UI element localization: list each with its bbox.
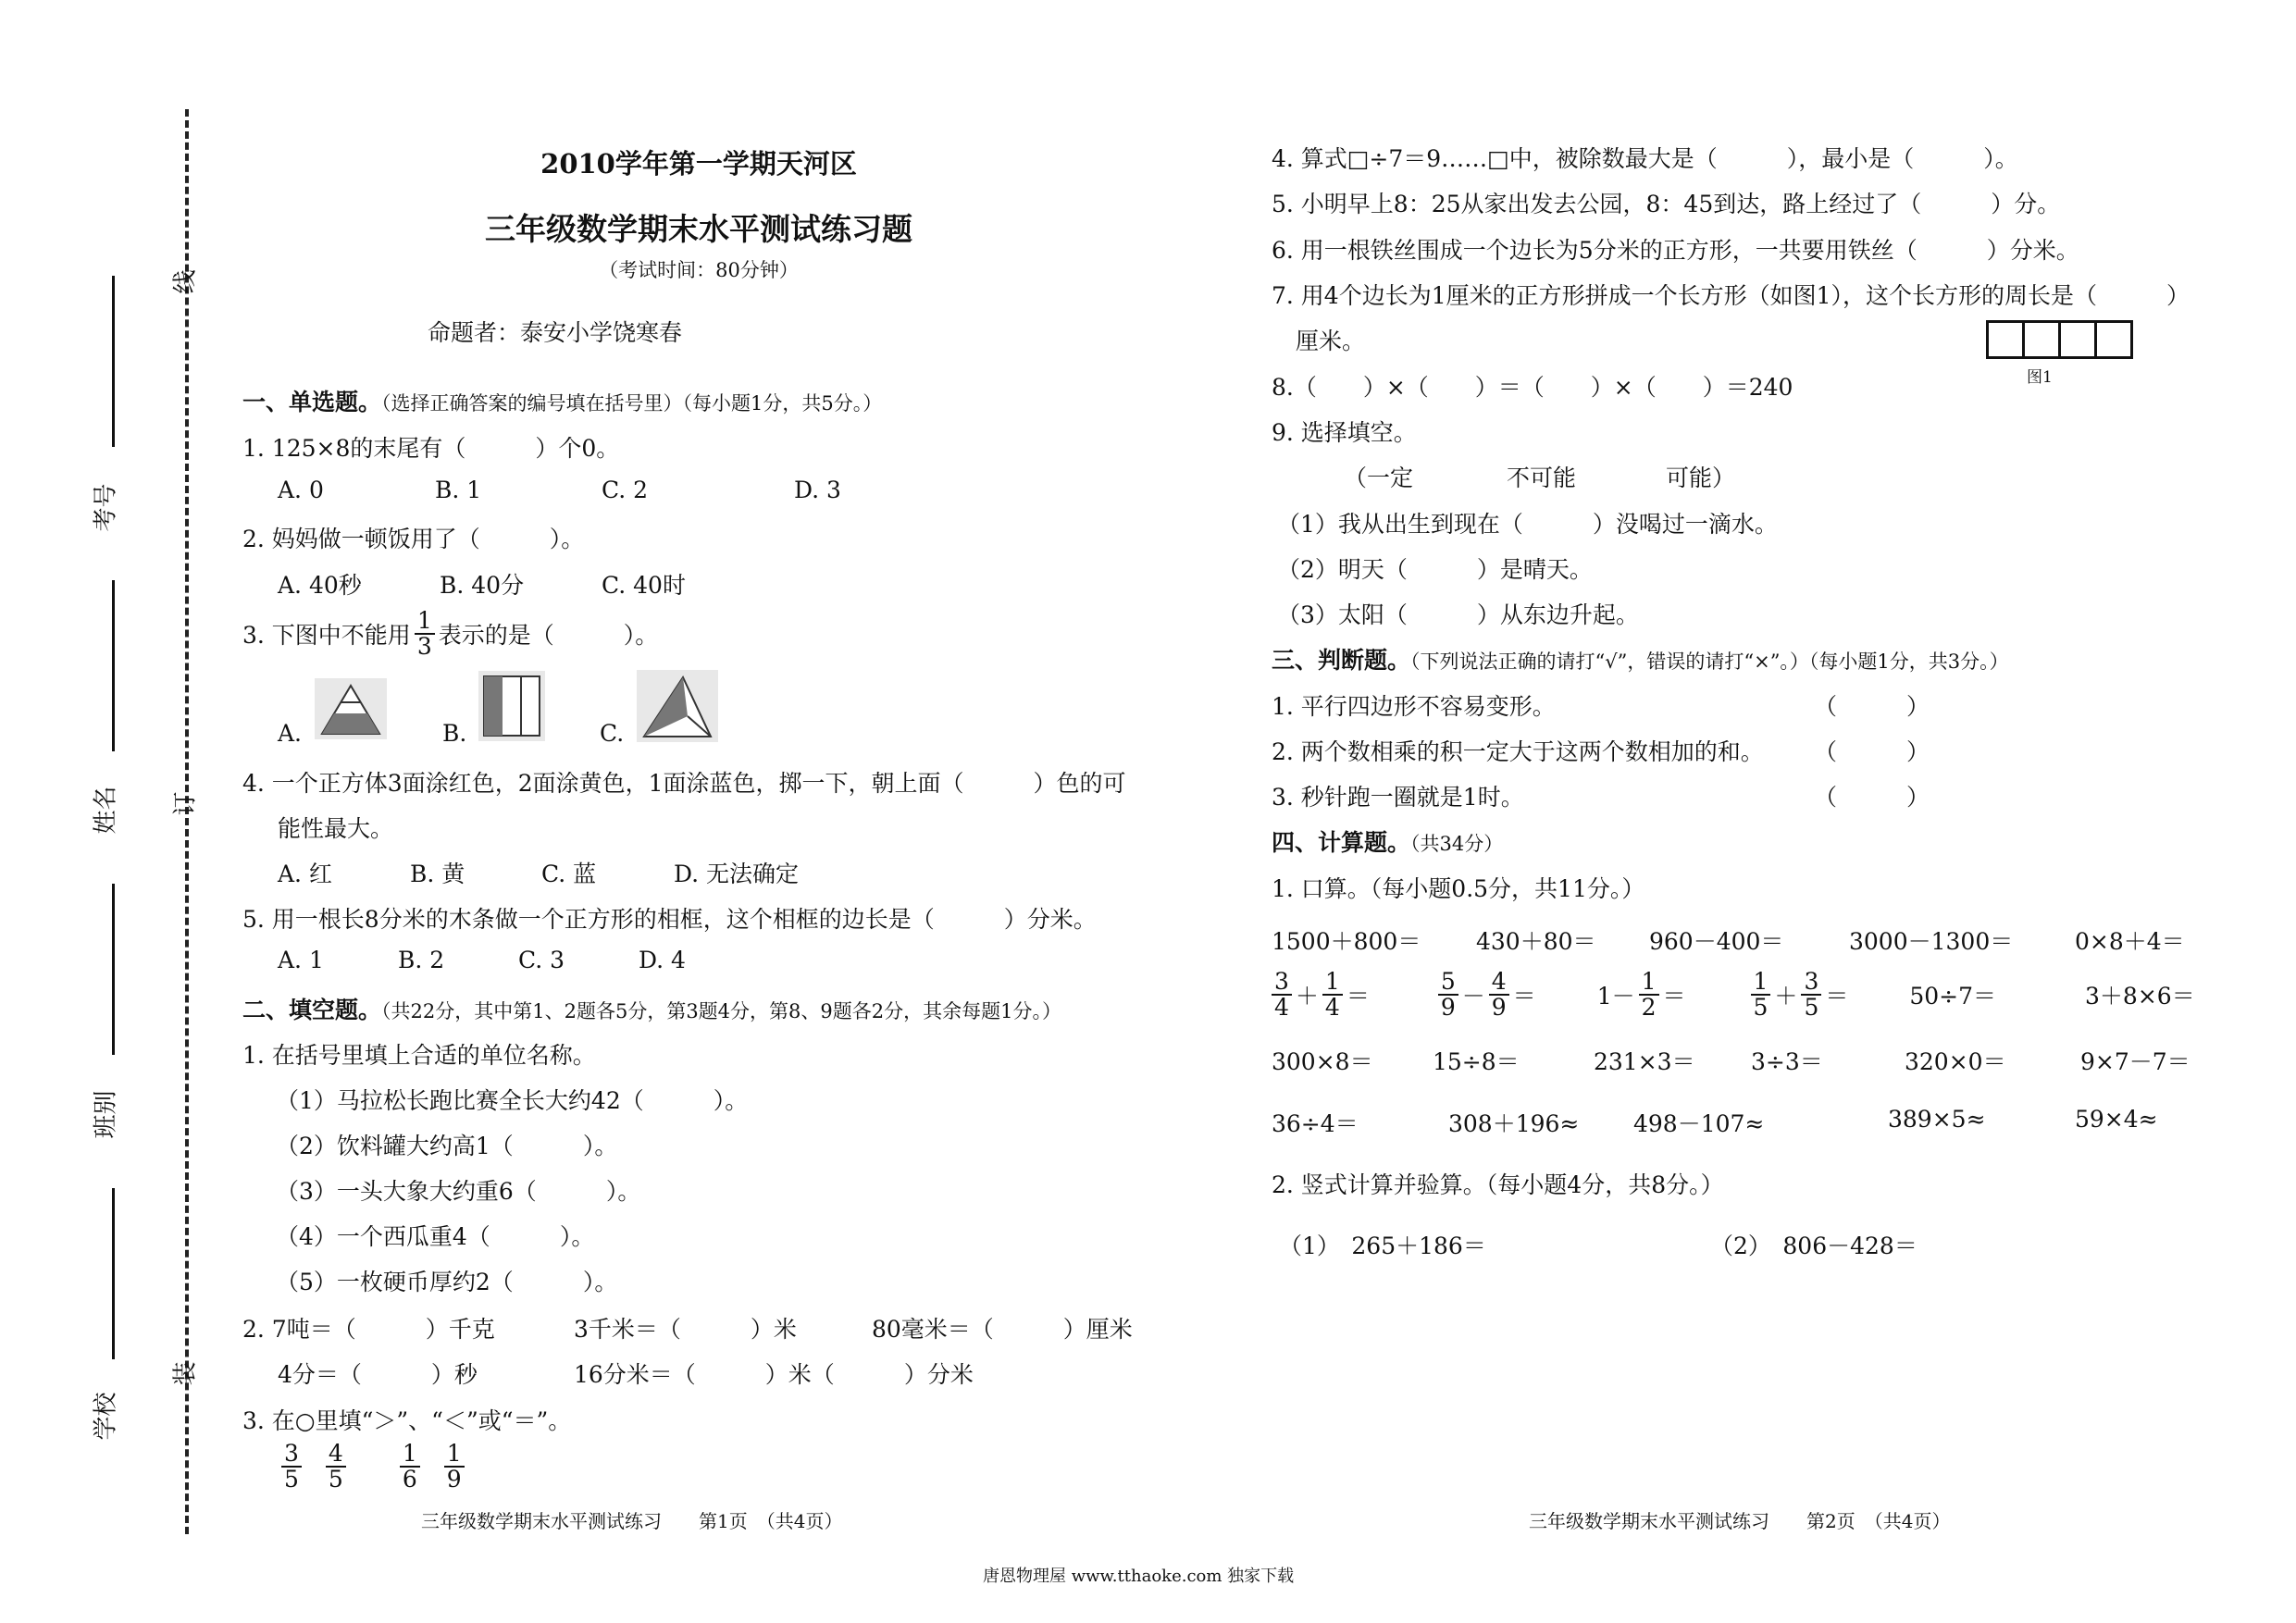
calc-item: 36÷4＝ [1272,1110,1359,1137]
calc-item: 3÷3＝ [1751,1048,1823,1075]
s2-question-4: 4. 算式□÷7＝9……□中，被除数最大是（ ），最小是（ ）。 [1272,145,2018,172]
calc-item: 300×8＝ [1272,1048,1373,1075]
s2-question-7: 7. 用4个边长为1厘米的正方形拼成一个长方形（如图1），这个长方形的周长是（ ） [1272,282,2191,309]
s1-q4-option: C. 蓝 [541,861,597,887]
s2-question-7-cont: 厘米。 [1296,328,1366,354]
s1-q4-option: A. 红 [278,861,332,887]
s1-q1-option: C. 2 [602,477,649,503]
s2-q2-item: 80毫米＝（ ）厘米 [872,1316,1133,1343]
calc-item: 59×4≈ [2075,1106,2158,1133]
s2-q2-item: 3千米＝（ ）米 [574,1316,797,1343]
calc-item: 1500＋800＝ [1272,928,1421,955]
s2-q9-option: 不可能 [1507,465,1577,491]
exam-author: 命题者：泰安小学饶寒春 [428,319,683,346]
s1-q5-option: D. 4 [639,947,686,973]
label-exam-number: 考号 [92,483,120,532]
s1-q3-option: C. [600,720,625,747]
s1-q3-option: A. [278,720,303,747]
s2-question-3: 3. 在○里填“＞”、“＜”或“＝”。 [242,1407,572,1434]
s1-question-5: 5. 用一根长8分米的木条做一个正方形的相框，这个相框的边长是（ ）分米。 [242,906,1097,933]
s1-question-3: 3. 下图中不能用 $\frac{1}{3}$ 表示的是（ ）。 [242,607,659,661]
s1-question-1: 1. 125×8的末尾有（ ）个0。 [242,435,620,462]
figure-triangle-stripes [315,678,387,739]
s2-q2-item: 16分米＝（ ）米（ ）分米 [574,1361,974,1388]
exam-subtitle: 2010学年第一学期天河区 [540,148,857,180]
s2-q1-sub: （5）一枚硬币厚约2（ ）。 [276,1269,618,1295]
s1-q5-option: C. 3 [518,947,565,973]
section-4-heading: 四、计算题。（共34分） [1272,829,1504,856]
label-school: 学校 [92,1392,120,1441]
s1-q2-option: B. 40分 [440,572,525,599]
seal-pack-char: 装 [171,1361,200,1386]
calc-item: 231×3＝ [1594,1048,1695,1075]
footer-page-2: 三年级数学期末水平测试练习 第2页 （共4页） [1529,1510,1951,1532]
calc-item: 389×5≈ [1888,1106,1986,1133]
calc-item: 498－107≈ [1633,1110,1765,1137]
watermark: 唐恩物理屋 www.tthaoke.com 独家下载 [983,1567,1295,1586]
binding-underline [112,580,115,751]
s2-q9-sub: （2）明天（ ）是晴天。 [1277,556,1593,583]
s3-item: 2. 两个数相乘的积一定大于这两个数相加的和。 [1272,738,1764,765]
s2-q2-item: 2. 7吨＝（ ）千克 [242,1316,495,1343]
calc-item: 430＋80＝ [1476,928,1596,955]
s1-q5-option: A. 1 [278,947,324,973]
section-3-heading: 三、判断题。（下列说法正确的请打“√”，错误的请打“×”。）（每小题1分，共3分。） [1272,647,2009,674]
exam-title: 三年级数学期末水平测试练习题 [485,211,912,247]
s2-q9-option: （一定 [1344,465,1414,491]
exam-time: （考试时间：80分钟） [599,259,799,281]
seal-line-char: 线 [171,269,200,294]
s2-q1-sub: （3）一头大象大约重6（ ）。 [276,1178,641,1205]
s3-answer-paren: （ ） [1814,693,1930,720]
section-1-heading: 一、单选题。（选择正确答案的编号填在括号里）（每小题1分，共5分。） [242,389,883,415]
s2-q2-item: 4分＝（ ）秒 [278,1361,478,1388]
s2-q3-fractions: $\frac{3}{5}$ $\frac{4}{5}$ $\frac{1}{6}$ $\frac{1}{9}$ [278,1442,468,1493]
s4-question-2: 2. 竖式计算并验算。（每小题4分，共8分。） [1272,1171,1724,1198]
s2-q9-sub: （1）我从出生到现在（ ）没喝过一滴水。 [1277,511,1778,538]
calc-item: 320×0＝ [1905,1048,2006,1075]
calc-fraction-row: $\frac{3}{4}$ ＋ $\frac{1}{4}$ ＝ $\frac{5}{9}$ － $\frac{4}{9}$ ＝ 1－ $\frac{1}{2}$ ＝ $\frac{1}{5}$ ＋ $\frac{3}{5}$ ＝ 50÷7＝ 3＋8×6＝ [1268,970,2195,1021]
s2-question-9: 9. 选择填空。 [1272,419,1417,446]
s3-answer-paren: （ ） [1814,738,1930,765]
label-name: 姓名 [92,786,120,835]
section-2-heading: 二、填空题。（共22分，其中第1、2题各5分，第3题4分，第8、9题各2分，其余每题1分。） [242,997,1061,1023]
s1-q5-option: B. 2 [398,947,445,973]
binding-underline [112,276,115,447]
s1-q1-option: D. 3 [794,477,841,503]
binding-underline [112,1188,115,1359]
figure-1-squares [1989,320,2133,359]
s1-question-4: 4. 一个正方体3面涂红色，2面涂黄色，1面涂蓝色，掷一下，朝上面（ ）色的可 [242,770,1126,797]
s1-question-2: 2. 妈妈做一顿饭用了（ ）。 [242,526,585,552]
calc-item: 15÷8＝ [1433,1048,1520,1075]
s1-q3-option: B. [442,720,467,747]
figure-rectangle-thirds [478,671,545,741]
s1-q2-option: A. 40秒 [278,572,362,599]
calc-item: 3000－1300＝ [1849,928,2014,955]
figure-1-caption: 图1 [2027,368,2053,387]
s1-q1-option: A. 0 [278,477,324,503]
binding-underline [112,884,115,1055]
s1-q2-option: C. 40时 [602,572,686,599]
s3-item: 3. 秒针跑一圈就是1时。 [1272,784,1524,811]
binding-dashed-line [185,109,189,1534]
footer-page-1: 三年级数学期末水平测试练习 第1页 （共4页） [421,1510,843,1532]
s2-q1-sub: （1）马拉松长跑比赛全长大约42（ ）。 [276,1087,749,1114]
figure-triangle-split [637,670,718,742]
s4-q2-item: （1） 265＋186＝ [1279,1233,1486,1259]
s2-q1-sub: （2）饮料罐大约高1（ ）。 [276,1133,618,1159]
s1-question-4-cont: 能性最大。 [278,815,394,842]
calc-item: 308＋196≈ [1448,1110,1580,1137]
s4-question-1: 1. 口算。（每小题0.5分，共11分。） [1272,875,1645,902]
s2-question-1: 1. 在括号里填上合适的单位名称。 [242,1042,596,1069]
s2-question-6: 6. 用一根铁丝围成一个边长为5分米的正方形，一共要用铁丝（ ）分米。 [1272,237,2079,264]
fraction-one-third: $\frac{1}{3}$ [415,609,435,660]
s1-q4-option: B. 黄 [410,861,465,887]
s2-q9-sub: （3）太阳（ ）从东边升起。 [1277,601,1639,628]
calc-item: 0×8＋4＝ [2075,928,2185,955]
calc-item: 960－400＝ [1649,928,1784,955]
s2-q9-option: 可能） [1666,465,1736,491]
s2-question-5: 5. 小明早上8：25从家出发去公园，8：45到达，路上经过了（ ）分。 [1272,191,2061,217]
s3-answer-paren: （ ） [1814,784,1930,811]
s1-q4-option: D. 无法确定 [674,861,800,887]
s2-q1-sub: （4）一个西瓜重4（ ）。 [276,1223,595,1250]
seal-bind-char: 订 [171,791,200,816]
s3-item: 1. 平行四边形不容易变形。 [1272,693,1556,720]
label-class: 班别 [92,1090,120,1139]
s4-q2-item: （2） 806－428＝ [1710,1233,1917,1259]
s1-q1-option: B. 1 [435,477,482,503]
calc-item: 9×7－7＝ [2080,1048,2191,1075]
s2-question-8: 8.（ ）×（ ）＝（ ）×（ ）＝240 [1272,374,1793,401]
